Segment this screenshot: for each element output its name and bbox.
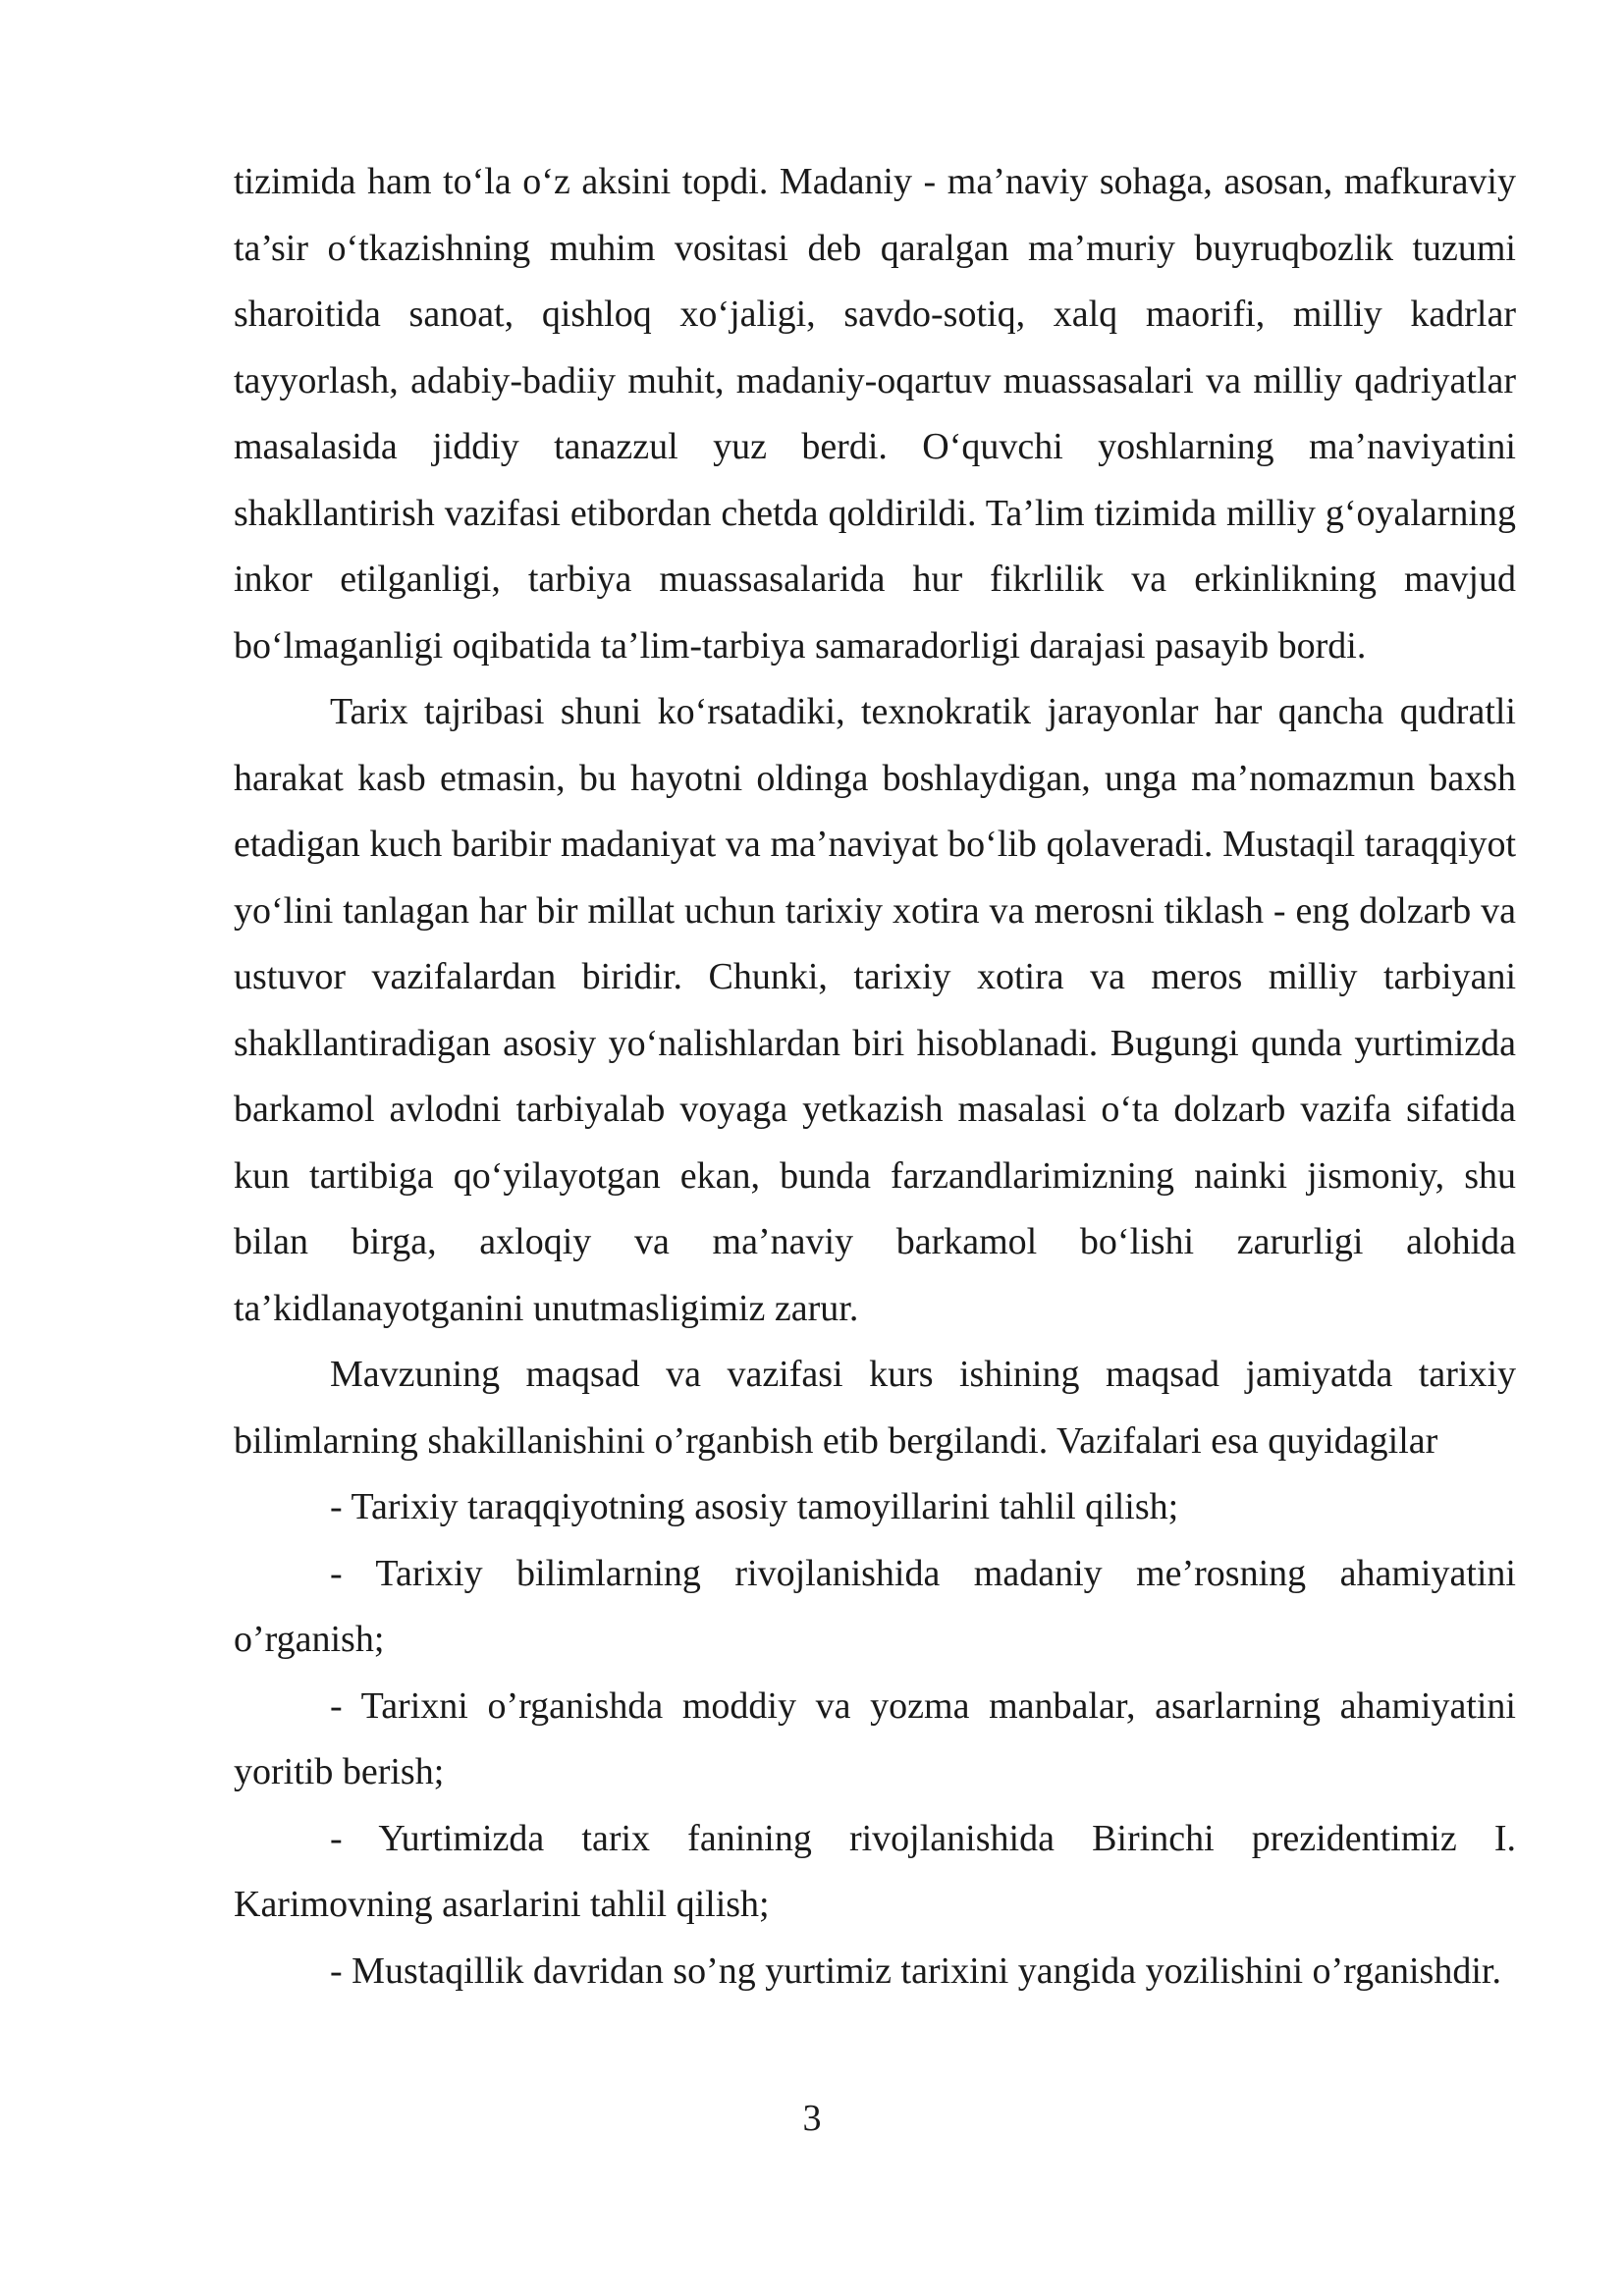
paragraph-history-experience: Tarix tajribasi shuni ko‘rsatadiki, texnokratik jarayonlar har qancha qudratli harakat kasb etmasin, bu hayotni oldinga boshlaydigan, unga ma’nomazmun baxsh etadigan kuch baribir madaniyat va ma’naviyat bo‘lib qolaveradi. Mustaqil taraqqiyot yo‘lini tanlagan har bir millat uchun tarixiy xotira va merosni tiklash - eng dolzarb va ustuvor vazifalardan biridir. Chunki, tarixiy xotira va meros milliy tarbiyani shakllantiradigan asosiy yo‘nalishlardan biri hisoblanadi. Bugungi qunda yurtimizda barkamol avlodni tarbiyalab voyaga yetkazish masalasi o‘ta dolzarb vazifa sifatida kun tartibiga qo‘yilayotgan ekan, bunda farzandlarimizning nainki jismoniy, shu bilan birga, axloqiy va ma’naviy barkamol bo‘lishi zarurligi alohida ta’kidlanayotganini unutmasligimiz zarur. — [234, 691, 1516, 1329]
task-list-item: - Tarixni o’rganishda moddiy va yozma manbalar, asarlarning ahamiyatini yoritib berish; — [234, 1684, 1516, 1792]
paragraph-aim-and-tasks: Mavzuning maqsad va vazifasi kurs ishining maqsad jamiyatda tarixiy bilimlarning shakillanishini o’rganbish etib bergilandi. Vazifalari esa quyidagilar — [234, 1354, 1516, 1462]
task-list-item: - Yurtimizda tarix fanining rivojlanishida Birinchi prezidentimiz I. Karimovning asarlarini tahlil qilish; — [234, 1817, 1516, 1925]
task-list-item: - Tarixiy taraqqiyotning asosiy tamoyillarini tahlil qilish; — [330, 1486, 1179, 1527]
document-body — [234, 149, 1516, 2004]
page-number: 3 — [802, 2098, 822, 2139]
paragraph-intro: tizimida ham to‘la o‘z aksini topdi. Madaniy - ma’naviy sohaga, asosan, mafkuraviy ta’sir o‘tkazishning muhim vositasi deb qaralgan ma’muriy buyruqbozlik tuzumi sharoitida sanoat, qishloq xo‘jaligi, savdo-sotiq, xalq maorifi, milliy kadrlar tayyorlash, adabiy-badiiy muhit, madaniy-oqartuv muassasalari va milliy qadriyatlar masalasida jiddiy tanazzul yuz berdi. O‘quvchi yoshlarning ma’naviyatini shakllantirish vazifasi etibordan chetda qoldirildi. Ta’lim tizimida milliy g‘oyalarning inkor etilganligi, tarbiya muassasalarida hur fikrlilik va erkinlikning mavjud bo‘lmaganligi oqibatida ta’lim-tarbiya samaradorligi darajasi pasayib bordi. — [234, 161, 1516, 667]
task-list-item: - Tarixiy bilimlarning rivojlanishida madaniy me’rosning ahamiyatini o’rganish; — [234, 1552, 1516, 1660]
task-list-item: - Mustaqillik davridan so’ng yurtimiz tarixini yangida yozilishini o’rganishdir. — [330, 1949, 1501, 1992]
